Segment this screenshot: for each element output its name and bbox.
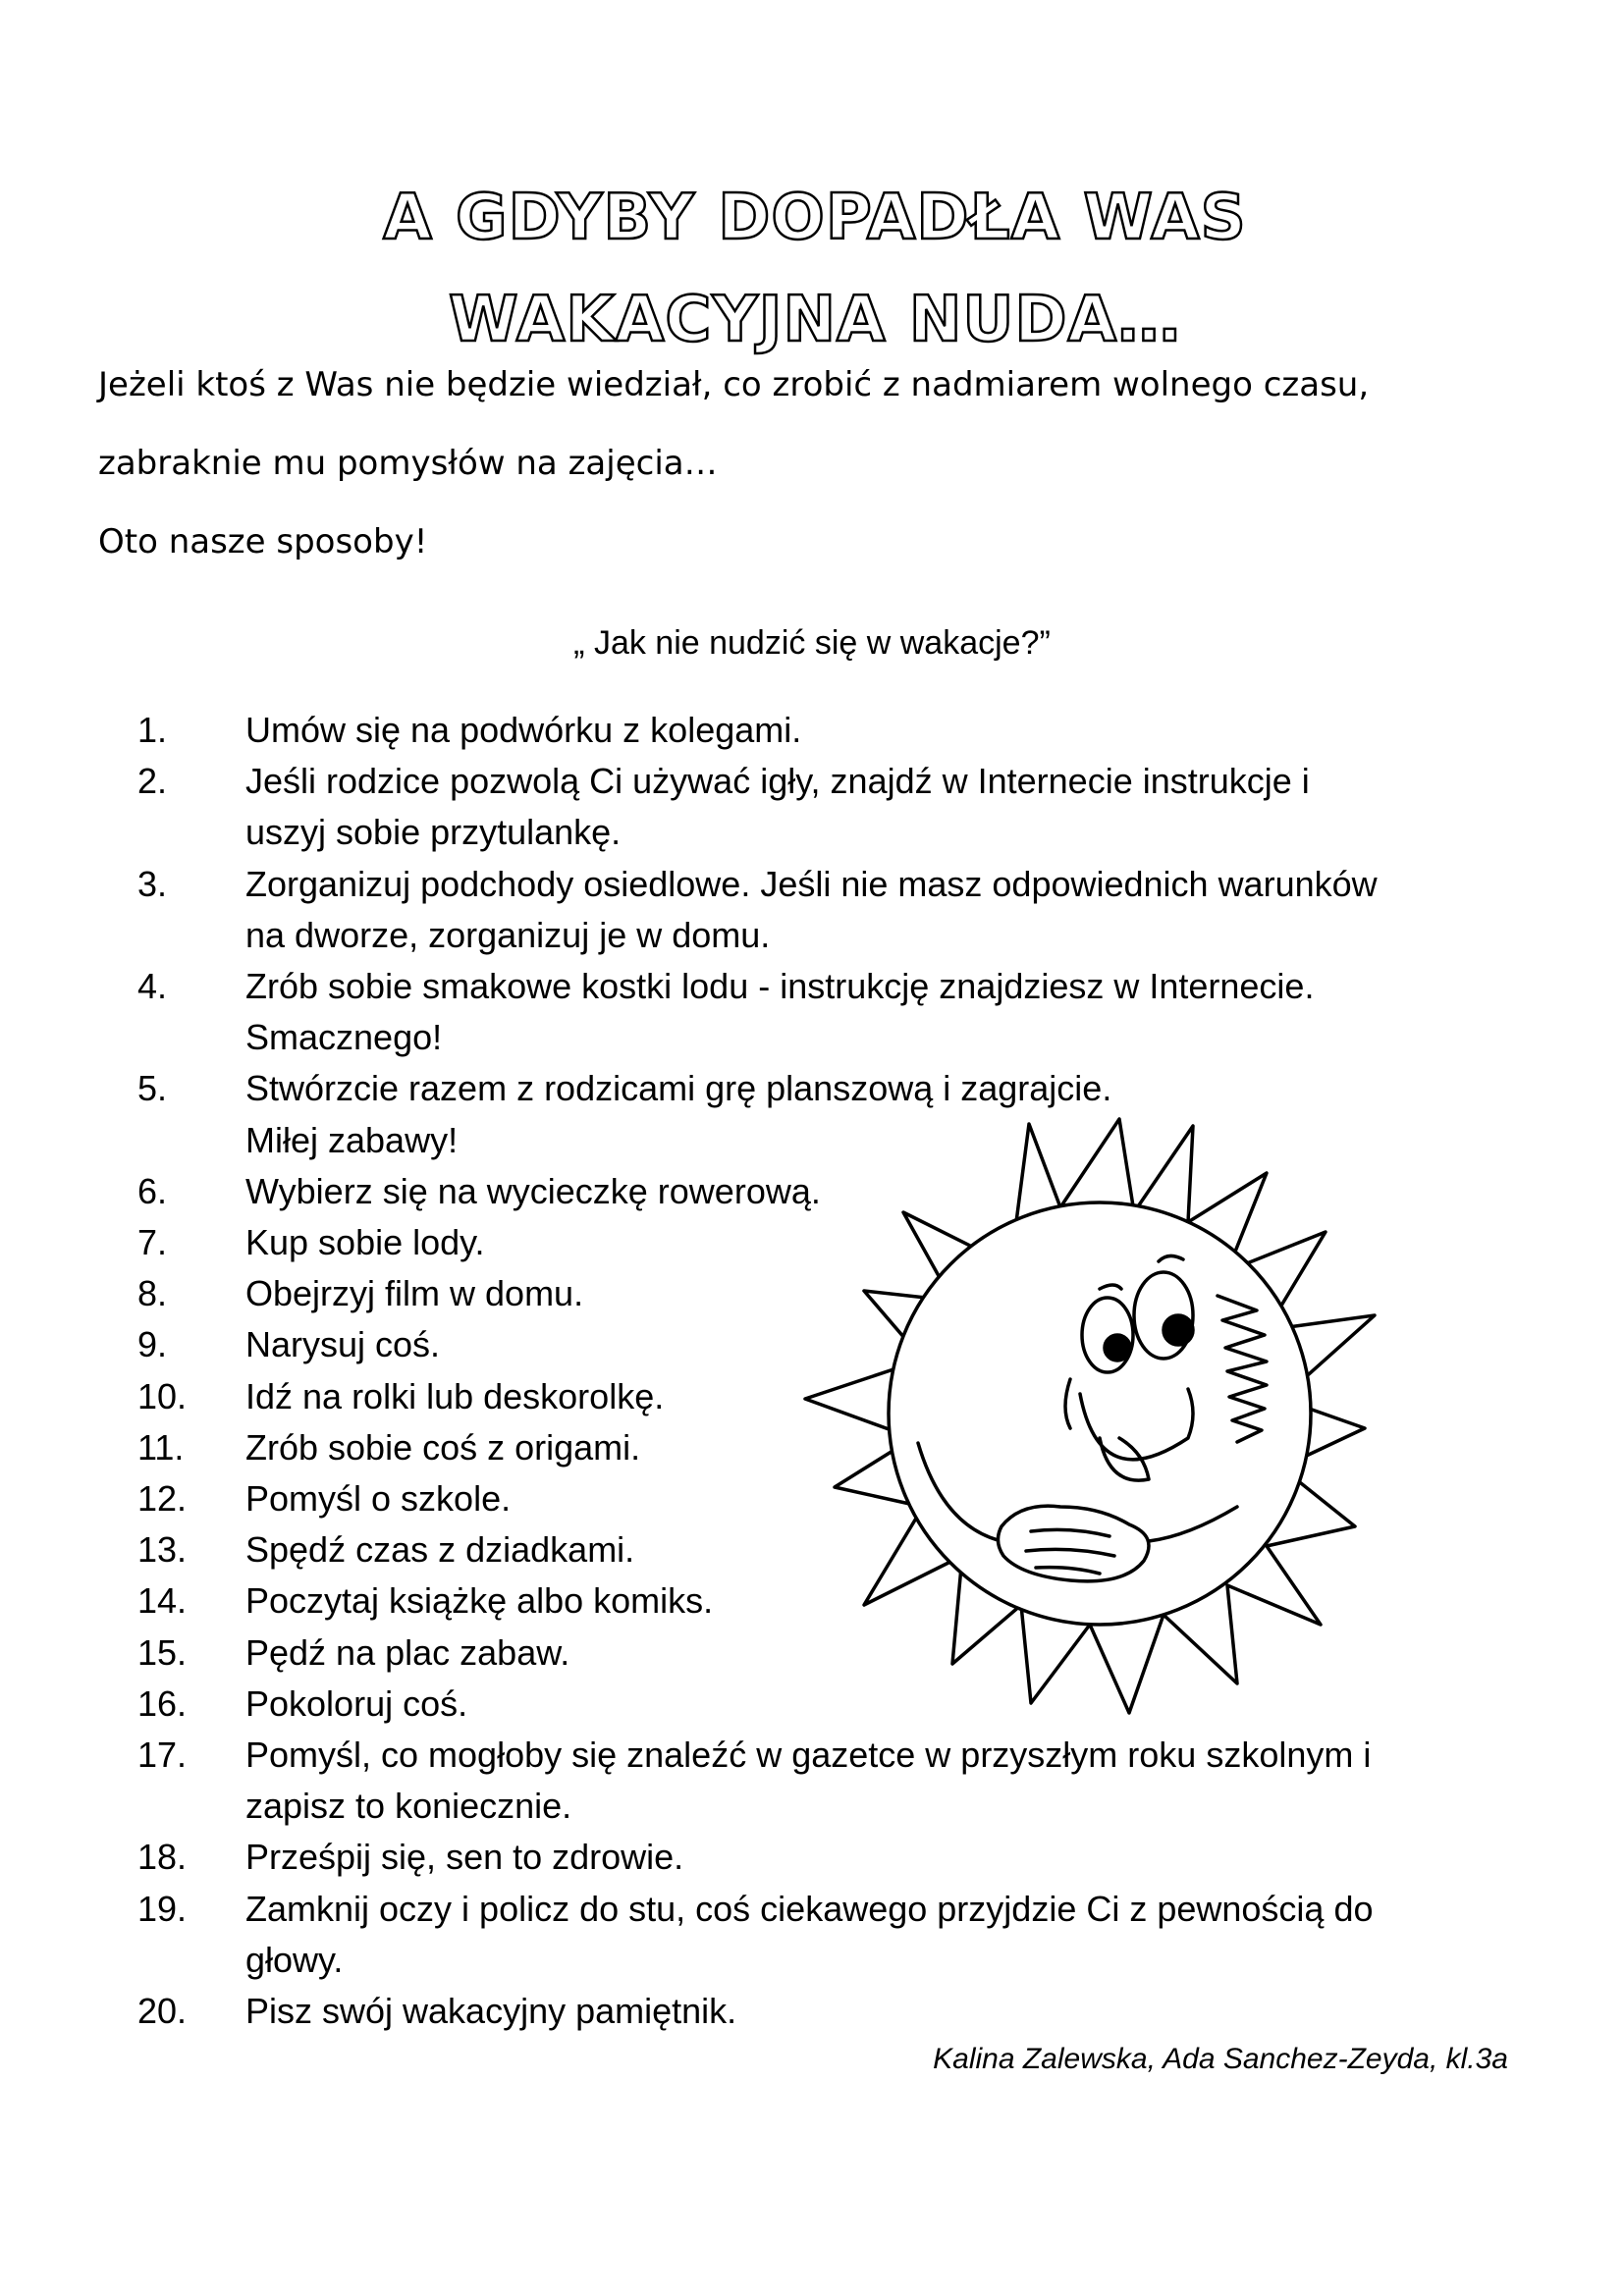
list-item: 6. Wybierz się na wycieczkę rowerową. xyxy=(137,1170,821,1211)
list-item: 9. Narysuj coś. xyxy=(137,1324,441,1365)
list-item: 2. Jeśli rodzice pozwolą Ci używać igły, znajdź w Internecie instrukcje i uszyj sobie przytulankę. xyxy=(137,761,1310,853)
intro-line-1: Jeżeli ktoś z Was nie będzie wiedział, co zrobić z nadmiarem wolnego czasu, xyxy=(98,365,1370,404)
list-item: 19. Zamknij oczy i policz do stu, coś ciekawego przyjdzie Ci z pewnością do głowy. xyxy=(137,1888,1374,1980)
list-item: 10. Idź na rolki lub deskorolkę. xyxy=(137,1375,665,1416)
list-item: 12. Pomyśl o szkole. xyxy=(137,1478,512,1520)
list-item: 1. Umów się na podwórku z kolegami. xyxy=(137,710,802,750)
intro-line-3: Oto nasze sposoby! xyxy=(98,522,428,561)
list-item: 15. Pędź na plac zabaw. xyxy=(137,1631,570,1673)
list-item: 11. Zrób sobie coś z origami. xyxy=(137,1426,641,1468)
page-title: A GDYBY DOPADŁA WAS WAKACYJNA NUDA… xyxy=(383,182,1247,356)
list-item: 4. Zrób sobie smakowe kostki lodu - instrukcję znajdziesz w Internecie. Smacznego! xyxy=(137,966,1315,1058)
ideas-list xyxy=(137,705,1512,2037)
authors-credit: Kalina Zalewska, Ada Sanchez-Zeyda, kl.3a xyxy=(933,2043,1508,2075)
list-item: 5. Stwórzcie razem z rodzicami grę planszową i zagrajcie. Miłej zabawy! xyxy=(137,1068,1112,1160)
list-heading: „ Jak nie nudzić się w wakacje?” xyxy=(573,624,1051,662)
list-item: 13. Spędź czas z dziadkami. xyxy=(137,1529,635,1571)
list-item: 17. Pomyśl, co mogłoby się znaleźć w gazetce w przyszłym roku szkolnym i zapisz to koniecznie. xyxy=(137,1735,1372,1827)
list-item: 16. Pokoloruj coś. xyxy=(137,1682,468,1724)
list-item: 7. Kup sobie lody. xyxy=(137,1222,485,1263)
intro-line-2: zabraknie mu pomysłów na zajęcia… xyxy=(98,444,718,483)
list-item: 3. Zorganizuj podchody osiedlowe. Jeśli nie masz odpowiednich warunków na dworze, zorganizuj je w domu. xyxy=(137,863,1378,955)
list-item: 14. Poczytaj książkę albo komiks. xyxy=(137,1580,714,1622)
list-item: 8. Obejrzyj film w domu. xyxy=(137,1273,584,1314)
list-item: 20. Pisz swój wakacyjny pamiętnik. xyxy=(137,1991,737,2032)
list-item: 18. Prześpij się, sen to zdrowie. xyxy=(137,1837,684,1878)
